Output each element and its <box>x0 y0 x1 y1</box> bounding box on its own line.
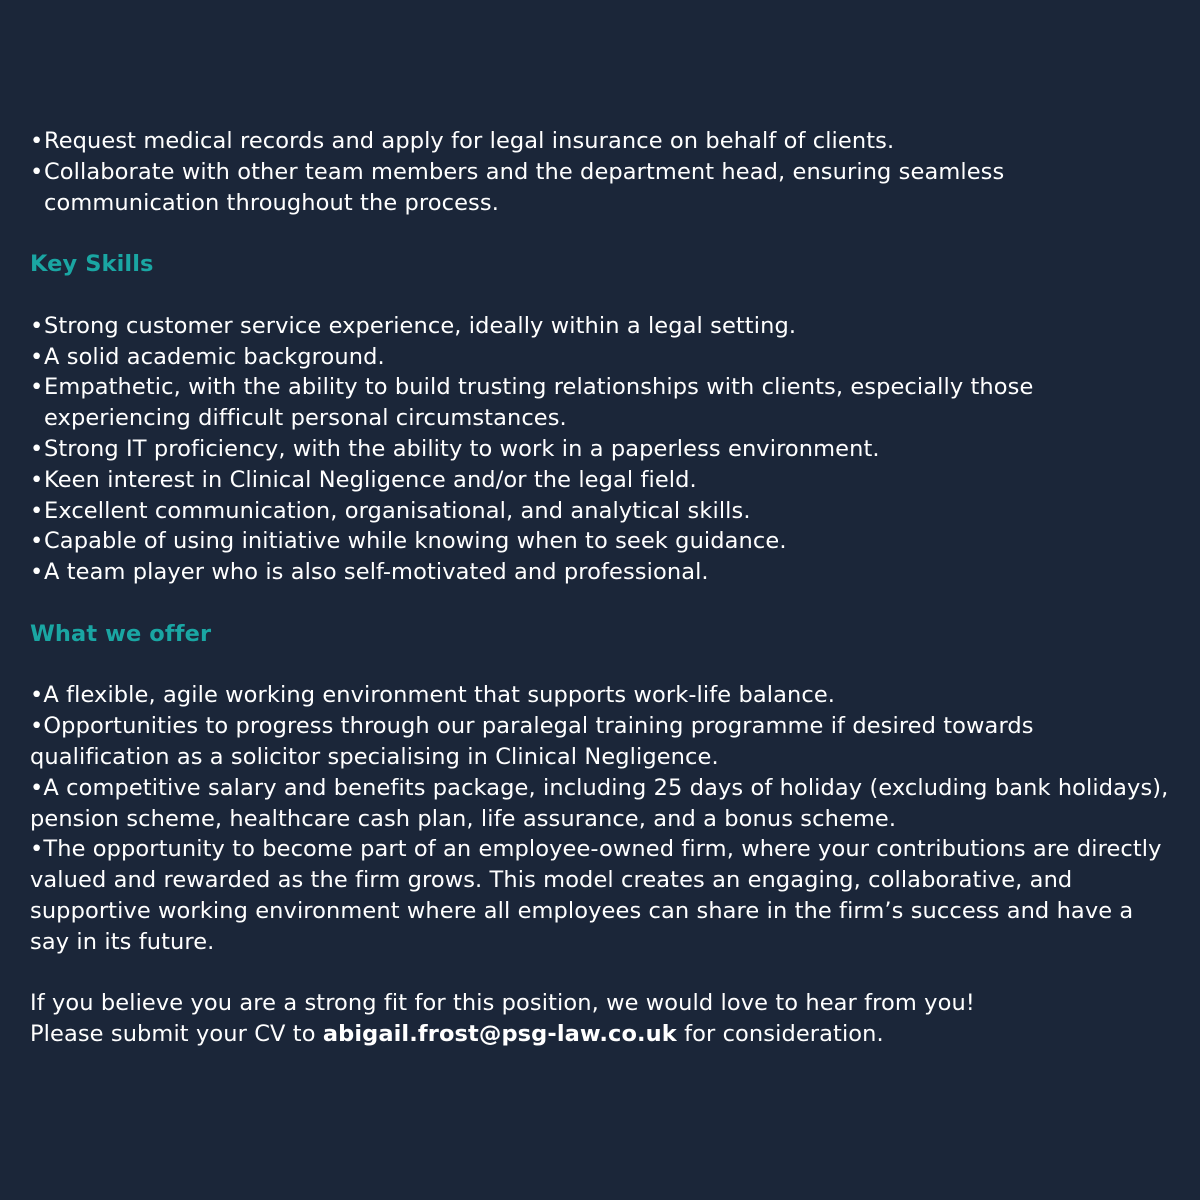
bullet-icon: • <box>30 374 44 401</box>
bullet-icon: • <box>30 435 44 462</box>
key-skills-heading: Key Skills <box>30 251 154 278</box>
bullet-icon: • <box>30 158 44 185</box>
list-item: • Capable of using initiative while knowing when to seek guidance. <box>30 526 1175 557</box>
list-item: •A competitive salary and benefits package, including 25 days of holiday (excluding bank holidays), pension scheme, healthcare cash plan, life assurance, and a bonus scheme. <box>30 774 1169 832</box>
list-item: • Keen interest in Clinical Negligence and/or the legal field. <box>30 465 1175 496</box>
what-we-offer-heading: What we offer <box>30 620 212 647</box>
submission-line: Please submit your CV to abigail.frost@psg-law.co.uk for consideration. <box>30 1021 884 1048</box>
list-item: •A flexible, agile working environment that supports work-life balance. <box>30 682 836 709</box>
what-we-offer-list <box>30 680 1175 957</box>
bullet-icon: • <box>30 559 44 586</box>
key-skills-list <box>30 311 1175 588</box>
advert-content <box>30 126 1175 1050</box>
list-item: • Request medical records and apply for legal insurance on behalf of clients. <box>30 126 1175 157</box>
bullet-icon: • <box>30 497 44 524</box>
bullet-icon: • <box>30 312 44 339</box>
bullet-icon: • <box>30 128 44 154</box>
list-item: •The opportunity to become part of an employee-owned firm, where your contributions are directly valued and rewarded as the firm grows. This model creates an engaging, collaborative, and supportive working environment where all employees can share in the firm’s success and have a say in its future. <box>30 836 1162 955</box>
closing-paragraph <box>30 988 1175 1050</box>
list-item: • Strong customer service experience, ideally within a legal setting. <box>30 311 1175 342</box>
list-item: • Empathetic, with the ability to build trusting relationships with clients, especially those experiencing difficult personal circumstances. <box>30 374 1034 432</box>
list-item: • Collaborate with other team members and the department head, ensuring seamless communication throughout the process. <box>30 158 1005 216</box>
bullet-icon: • <box>30 528 44 555</box>
spacer <box>30 218 1175 249</box>
spacer <box>30 650 1175 681</box>
intro-bullet-list <box>30 126 1175 218</box>
email-address: abigail.frost@psg-law.co.uk <box>322 1021 677 1048</box>
list-item: •Opportunities to progress through our paralegal training programme if desired towards qualification as a solicitor specialising in Clinical Negligence. <box>30 713 1034 770</box>
list-item: • Strong IT proficiency, with the ability to work in a paperless environment. <box>30 434 1175 465</box>
list-item: • A team player who is also self-motivated and professional. <box>30 557 1175 588</box>
closing-line: If you believe you are a strong fit for this position, we would love to hear from you! <box>30 990 975 1017</box>
spacer <box>30 280 1175 311</box>
spacer <box>30 588 1175 619</box>
spacer <box>30 958 1175 989</box>
bullet-icon: • <box>30 466 44 493</box>
list-item: • A solid academic background. <box>30 342 1175 373</box>
bullet-icon: • <box>30 343 44 370</box>
list-item: • Excellent communication, organisational, and analytical skills. <box>30 496 1175 527</box>
